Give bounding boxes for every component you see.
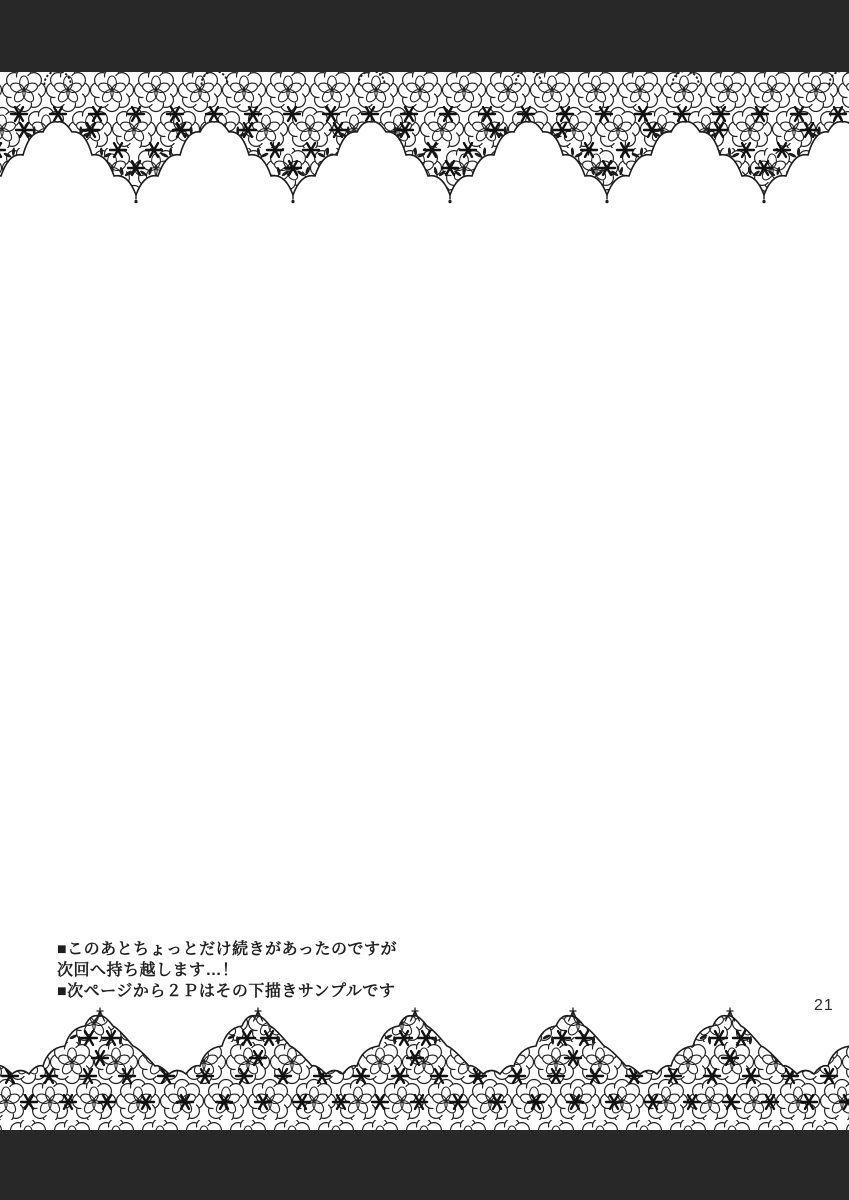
lace-border-bottom <box>0 1006 849 1130</box>
lace-border-top <box>0 72 849 204</box>
bottom-black-bar <box>0 1130 849 1200</box>
afterword-line-2: 次回へ持ち越します…！ <box>57 962 239 979</box>
page-number: 21 <box>814 997 834 1014</box>
afterword-line-1: ■このあとちょっとだけ続きがあったのですが <box>57 941 398 958</box>
top-black-bar <box>0 0 849 72</box>
afterword-note <box>57 939 397 1002</box>
afterword-line-3: ■次ページから２Ｐはその下描きサンプルです <box>57 983 396 1000</box>
